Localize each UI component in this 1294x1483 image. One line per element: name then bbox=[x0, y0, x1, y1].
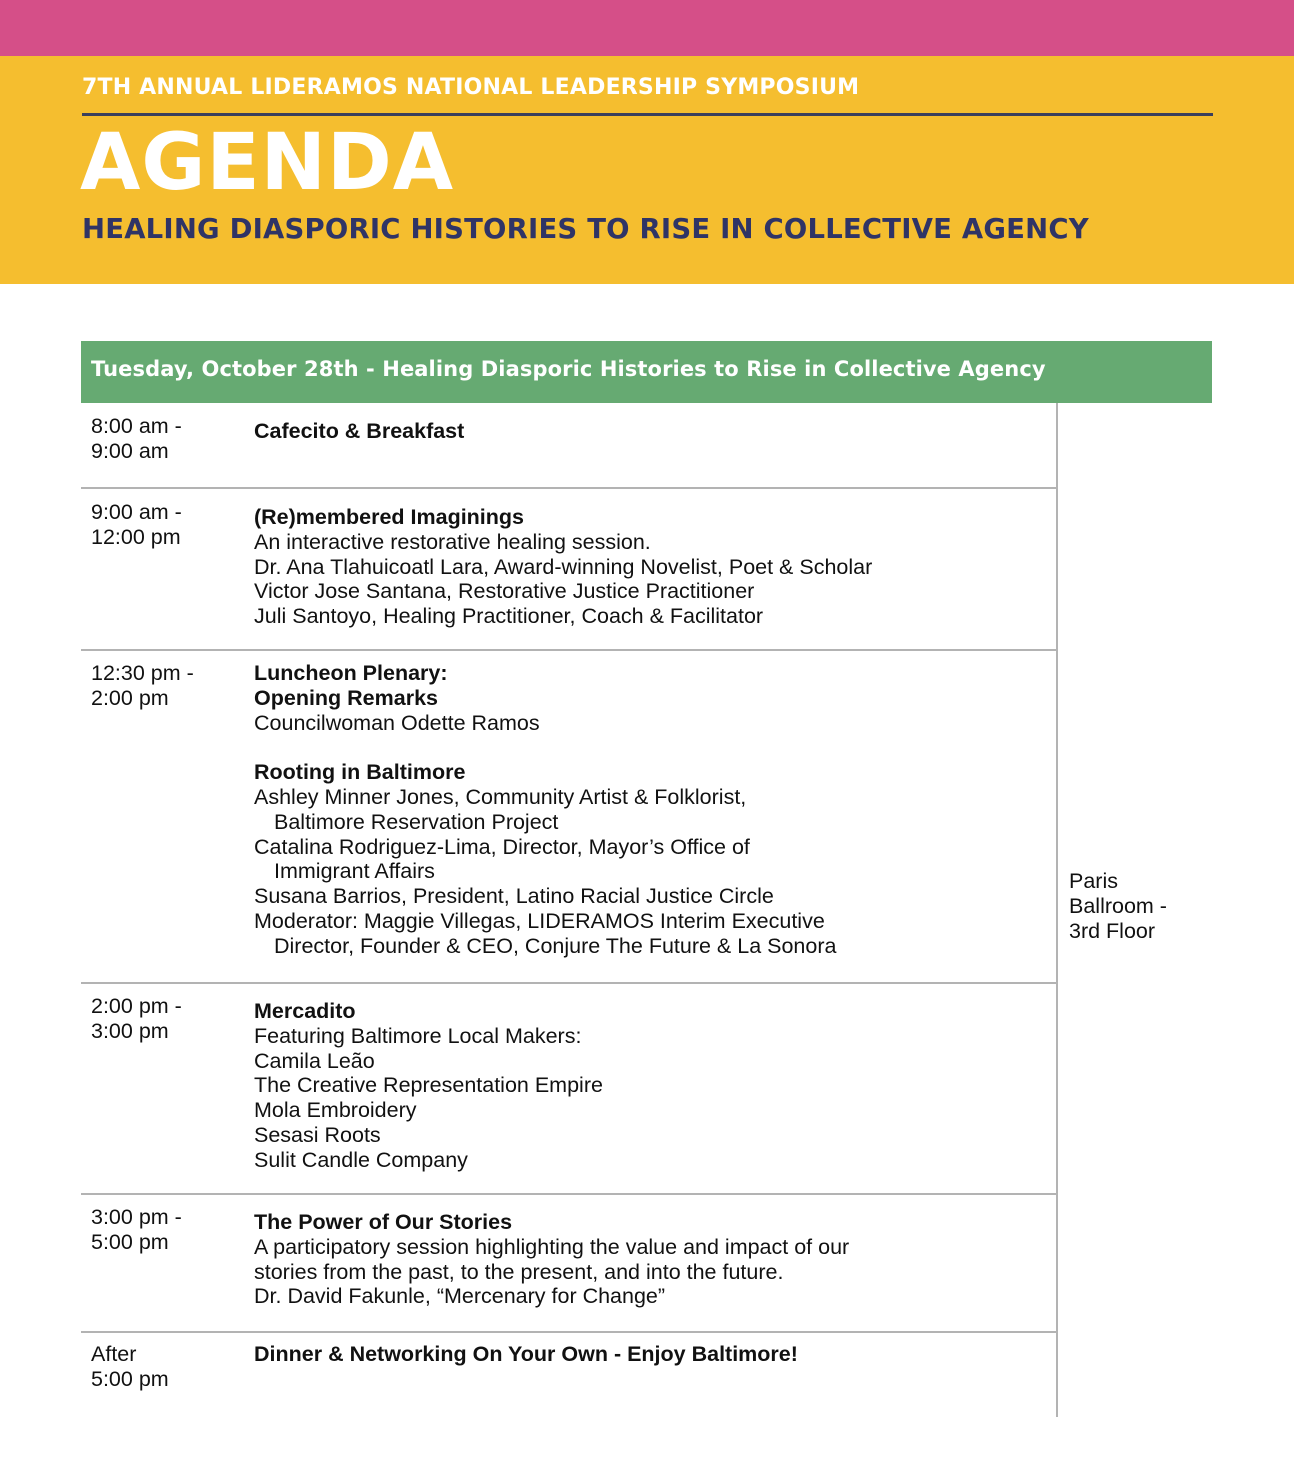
session-time bbox=[91, 414, 241, 464]
maker: The Creative Representation Empire bbox=[254, 1073, 603, 1098]
panelist: Catalina Rodriguez-Lima, Director, Mayor’s Office of bbox=[254, 834, 750, 859]
panelist: Susana Barrios, President, Latino Racial Justice Circle bbox=[254, 884, 774, 909]
time-start: 3:00 pm - bbox=[91, 1205, 182, 1229]
session-details bbox=[254, 500, 1054, 629]
spacer bbox=[254, 735, 1054, 760]
session-title: Dinner & Networking On Your Own - Enjoy Baltimore! bbox=[254, 1342, 798, 1366]
maker: Sesasi Roots bbox=[254, 1122, 381, 1147]
session-details bbox=[254, 1342, 1054, 1367]
speaker: Dr. David Fakunle, “Mercenary for Change” bbox=[254, 1284, 666, 1309]
row-divider bbox=[81, 1331, 1057, 1333]
panel-title: Rooting in Baltimore bbox=[254, 760, 466, 785]
session-location bbox=[1069, 869, 1209, 943]
moderator-affiliation: Director, Founder & CEO, Conjure The Future & La Sonora bbox=[274, 933, 837, 958]
speaker: Dr. Ana Tlahuicoatl Lara, Award-winning Novelist, Poet & Scholar bbox=[254, 554, 873, 579]
time-start: 8:00 am - bbox=[91, 414, 182, 438]
session-title: Mercadito bbox=[254, 999, 356, 1023]
session-details bbox=[254, 414, 1054, 444]
location-line: Ballroom - bbox=[1069, 893, 1167, 918]
time-start: 9:00 am - bbox=[91, 500, 182, 524]
time-end: 9:00 am bbox=[91, 438, 169, 463]
panelist: Ashley Minner Jones, Community Artist & Folklorist, bbox=[254, 784, 747, 809]
panelist-affiliation: Immigrant Affairs bbox=[274, 859, 435, 884]
session-description: An interactive restorative healing session. bbox=[254, 529, 651, 554]
location-column-divider bbox=[1056, 403, 1058, 1417]
maker: Camila Leão bbox=[254, 1048, 375, 1073]
speaker: Juli Santoyo, Healing Practitioner, Coach & Facilitator bbox=[254, 604, 764, 629]
location-line: Paris bbox=[1069, 869, 1118, 893]
session-time bbox=[91, 661, 241, 711]
session-description: A participatory session highlighting the value and impact of our bbox=[254, 1234, 850, 1259]
session-description: Featuring Baltimore Local Makers: bbox=[254, 1023, 582, 1048]
day-header bbox=[81, 341, 1212, 403]
location-line: 3rd Floor bbox=[1069, 918, 1156, 943]
session-time bbox=[91, 1342, 241, 1392]
session-title: (Re)membered Imaginings bbox=[254, 505, 524, 529]
session-title: Luncheon Plenary: bbox=[254, 661, 448, 685]
speaker: Councilwoman Odette Ramos bbox=[254, 710, 540, 735]
time-end: 5:00 pm bbox=[91, 1229, 169, 1254]
session-title: The Power of Our Stories bbox=[254, 1210, 513, 1234]
maker: Sulit Candle Company bbox=[254, 1147, 468, 1172]
top-accent-band bbox=[0, 0, 1294, 56]
page-subtitle: HEALING DIASPORIC HISTORIES TO RISE IN COLLECTIVE AGENCY bbox=[82, 213, 1089, 245]
time-end: 3:00 pm bbox=[91, 1018, 169, 1043]
session-description: stories from the past, to the present, and into the future. bbox=[254, 1259, 784, 1284]
day-header-label: Tuesday, October 28th - Healing Diasporic Histories to Rise in Collective Agency bbox=[91, 357, 1046, 381]
row-divider bbox=[81, 649, 1057, 651]
time-start: 12:30 pm - bbox=[91, 661, 194, 685]
time-start: 2:00 pm - bbox=[91, 994, 182, 1018]
session-time bbox=[91, 500, 241, 550]
time-end: 2:00 pm bbox=[91, 685, 169, 710]
session-subtitle: Opening Remarks bbox=[254, 685, 438, 710]
maker: Mola Embroidery bbox=[254, 1098, 417, 1123]
header-divider bbox=[82, 113, 1213, 116]
speaker: Victor Jose Santana, Restorative Justice Practitioner bbox=[254, 579, 755, 604]
session-time bbox=[91, 1205, 241, 1255]
row-divider bbox=[81, 487, 1057, 489]
time-end: 5:00 pm bbox=[91, 1366, 169, 1391]
row-divider bbox=[81, 1193, 1057, 1195]
panelist-affiliation: Baltimore Reservation Project bbox=[274, 809, 559, 834]
session-title: Cafecito & Breakfast bbox=[254, 419, 465, 443]
session-details bbox=[254, 661, 1054, 959]
session-details bbox=[254, 994, 1054, 1173]
session-time bbox=[91, 994, 241, 1044]
moderator: Moderator: Maggie Villegas, LIDERAMOS Interim Executive bbox=[254, 908, 825, 933]
row-divider bbox=[81, 982, 1057, 984]
session-details bbox=[254, 1205, 1054, 1309]
time-start: After bbox=[91, 1342, 137, 1366]
time-end: 12:00 pm bbox=[91, 524, 181, 549]
event-name: 7TH ANNUAL LIDERAMOS NATIONAL LEADERSHIP SYMPOSIUM bbox=[82, 75, 860, 100]
page-title: AGENDA bbox=[80, 118, 455, 208]
